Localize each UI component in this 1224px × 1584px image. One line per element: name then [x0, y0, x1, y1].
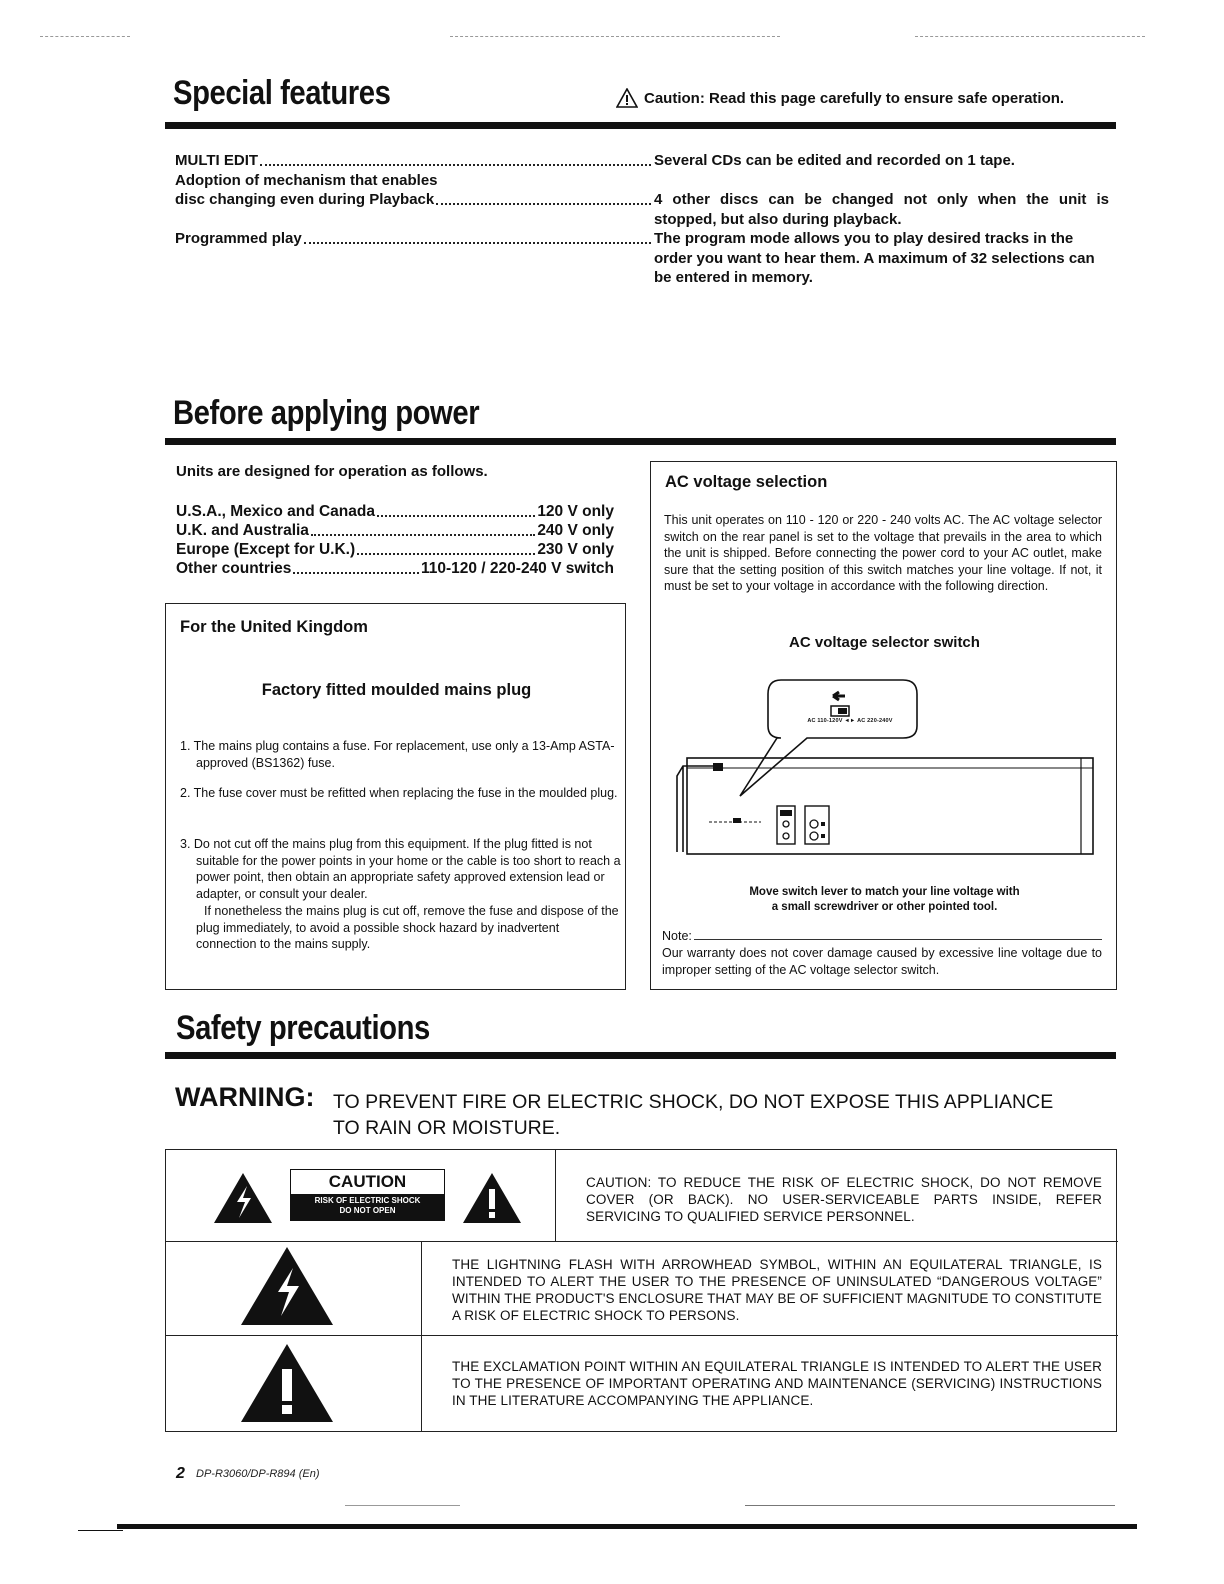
footer-bar: [117, 1524, 1137, 1529]
caution-label-box: [290, 1169, 445, 1221]
footer-line: [345, 1505, 460, 1506]
exclamation-triangle-icon: [240, 1343, 334, 1423]
uk-item-1: 1. The mains plug contains a fuse. For replacement, use only a 13-Amp ASTA-approved (BS1362) fuse.: [180, 739, 615, 770]
section-rule: [165, 1052, 1116, 1059]
ac-note-label-row: Note:: [662, 928, 1102, 945]
scan-artifact: [40, 36, 130, 38]
lightning-triangle-icon: [213, 1172, 273, 1224]
region-row: U.S.A., Mexico and Canada 120 V only: [176, 503, 614, 520]
caution-text: CAUTION: TO REDUCE THE RISK OF ELECTRIC SHOCK, DO NOT REMOVE COVER (OR BACK). NO USER-SERVICEABLE PARTS INSIDE, REFER SERVICING TO QUALIFIED SERVICE PERSONNEL.: [586, 1175, 1102, 1224]
region-row: Other countries 110-120 / 220-240 V switch: [176, 560, 614, 577]
uk-item-3: 3. Do not cut off the mains plug from this equipment. If the plug fitted is not suitable for the power points in your home or the cable is too short to reach a power point, then obtain an appropriate safety approved extension lead or adapter, or consult your dealer.: [180, 837, 621, 901]
exclamation-text: THE EXCLAMATION POINT WITHIN AN EQUILATERAL TRIANGLE IS INTENDED TO ALERT THE USER TO THE PRESENCE OF IMPORTANT OPERATING AND MAINTENANCE (SERVICING) INSTRUCTIONS IN THE LITERATURE ACCOMPANYING THE APPLIANCE.: [452, 1359, 1102, 1408]
uk-item-3-cont: If nonetheless the mains plug is cut off, remove the fuse and dispose of the plug immediately, to avoid a possible shock hazard by inadvertent connection to the mains supply.: [196, 904, 619, 951]
ac-heading: AC voltage selection: [665, 473, 828, 491]
lightning-text: THE LIGHTNING FLASH WITH ARROWHEAD SYMBOL, WITHIN AN EQUILATERAL TRIANGLE, IS INTENDED TO ALERT THE USER TO THE PRESENCE OF UNINSULATED “DANGEROUS VOLTAGE” WITHIN THE PRODUCT'S ENCLOSURE THAT MAY BE OF SUFFICIENT MAGNITUDE TO CONSTITUTE A RISK OF ELECTRIC SHOCK TO PERSONS.: [452, 1257, 1102, 1323]
feature-name: Programmed play: [175, 229, 653, 249]
caution-label: CAUTION: [328, 1172, 407, 1191]
uk-heading: For the United Kingdom: [180, 618, 368, 636]
scan-artifact: [450, 36, 780, 38]
ac-note: Our warranty does not cover damage caused by excessive line voltage due to improper setting of the AC voltage selector switch.: [662, 946, 1102, 977]
ac-instruction: Move switch lever to match your line voltage with a small screwdriver or other pointed tool.: [749, 886, 1020, 913]
footer-line: [745, 1505, 1115, 1506]
caution-symbols-cell: [166, 1150, 556, 1242]
ac-switch-title: AC voltage selector switch: [789, 634, 980, 651]
lightning-symbol-cell: [166, 1241, 422, 1335]
exclamation-symbol-cell: [166, 1335, 422, 1431]
footer-bar-tail: [78, 1530, 123, 1531]
safety-table: [165, 1149, 1117, 1432]
switch-label: AC 110-120V ◄► AC 220-240V: [807, 718, 893, 724]
feature-desc: Several CDs can be edited and recorded on 1 tape.: [654, 152, 1015, 169]
uk-item-2: 2. The fuse cover must be refitted when replacing the fuse in the moulded plug.: [180, 786, 618, 800]
region-row: U.K. and Australia 240 V only: [176, 522, 614, 539]
power-intro: Units are designed for operation as follows.: [176, 463, 488, 480]
warning-triangle-icon: [616, 88, 638, 108]
caution-sublabel: RISK OF ELECTRIC SHOCK DO NOT OPEN: [291, 1194, 444, 1220]
feature-name: MULTI EDIT: [175, 151, 653, 171]
scan-artifact: [915, 36, 1145, 38]
section-rule: [165, 438, 1116, 445]
section-rule: [165, 122, 1116, 129]
caution-note: [616, 88, 1064, 108]
exclamation-triangle-icon: [462, 1172, 522, 1224]
before-power-title: Before applying power: [173, 394, 480, 432]
uk-subheading: Factory fitted moulded mains plug: [261, 681, 532, 699]
special-features-title: Special features: [173, 74, 391, 112]
safety-title: Safety precautions: [176, 1009, 430, 1047]
page-number: 2: [176, 1465, 185, 1482]
warning-text: TO PREVENT FIRE OR ELECTRIC SHOCK, DO NOT EXPOSE THIS APPLIANCE TO RAIN OR MOISTURE.: [333, 1091, 1054, 1139]
uk-box: [165, 603, 626, 990]
lightning-triangle-icon: [240, 1246, 334, 1326]
caution-text: Caution: Read this page carefully to ensure safe operation.: [644, 89, 1065, 107]
ac-body: This unit operates on 110 - 120 or 220 - 240 volts AC. The AC voltage selector switch on the rear panel is set to the voltage that prevails in the area to which the unit is shipped. Before connecting the power cord to your AC outlet, make sure that the setting position of this switch matches your line voltage. If not, it must be set to your voltage in accordance with the following direction.: [664, 513, 1102, 593]
ac-voltage-box: [650, 461, 1117, 990]
model-number: DP-R3060/DP-R894 (En): [196, 1468, 320, 1480]
feature-name-line: Adoption of mechanism that enables: [175, 172, 438, 189]
rear-panel-diagram: [665, 672, 1105, 862]
feature-name: disc changing even during Playback: [175, 190, 653, 210]
feature-desc: The program mode allows you to play desired tracks in the order you want to hear them. A maximum of 32 selections can be entered in memory.: [654, 230, 1095, 286]
warning-label: WARNING:: [175, 1082, 315, 1112]
region-row: Europe (Except for U.K.) 230 V only: [176, 541, 614, 558]
feature-desc: 4 other discs can be changed not only when the unit is stopped, but also during playback.: [654, 191, 1109, 228]
